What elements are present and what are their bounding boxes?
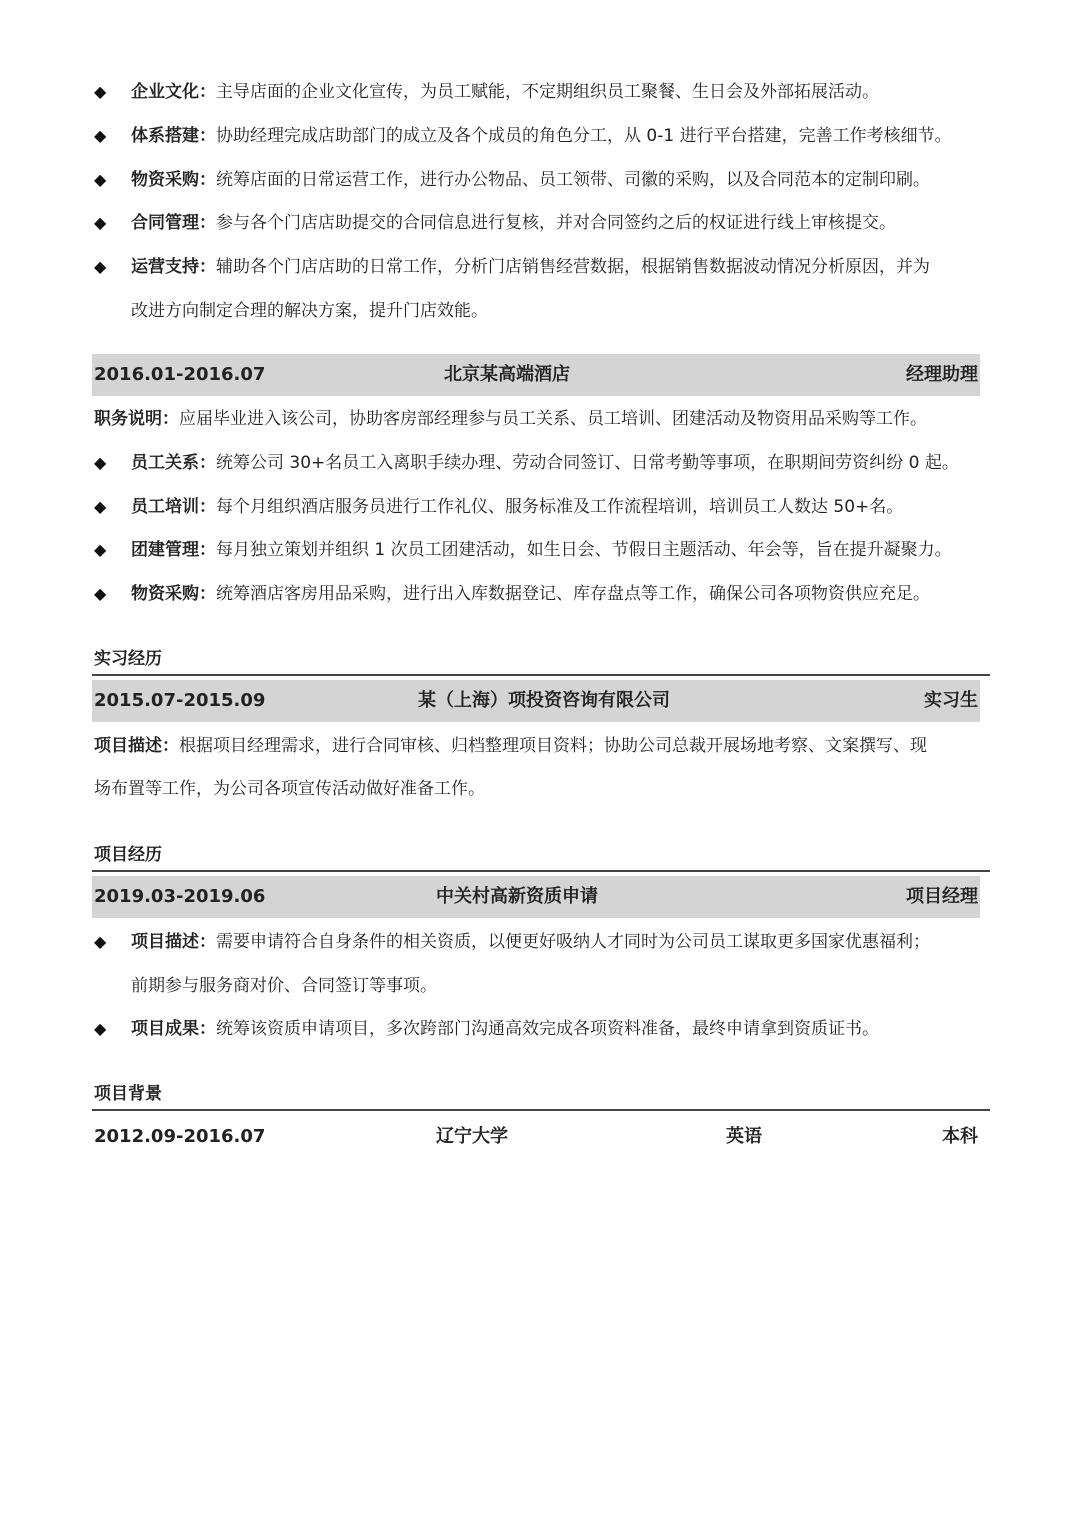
section-divider xyxy=(92,1109,990,1111)
internship-desc-label: 项目描述： xyxy=(94,736,179,756)
section-divider xyxy=(92,870,990,872)
education-period: 2012.09-2016.07 xyxy=(94,1126,266,1147)
job-header-bar xyxy=(92,354,980,396)
diamond-bullet-icon: ◆ xyxy=(94,540,107,559)
bullet-label: 物资采购： xyxy=(131,170,216,190)
project-role: 项目经理 xyxy=(906,886,978,907)
bullet-text: 统筹公司 30+名员工入离职手续办理、劳动合同签订、日常考勤等事项，在职期间劳资纠纷 0 起。 xyxy=(216,453,959,473)
diamond-bullet-icon: ◆ xyxy=(94,584,107,603)
job-role: 经理助理 xyxy=(906,364,978,385)
education-degree: 本科 xyxy=(942,1126,978,1147)
bullet-text: 主导店面的企业文化宣传，为员工赋能，不定期组织员工聚餐、生日会及外部拓展活动。 xyxy=(216,82,879,102)
bullet-label: 合同管理： xyxy=(131,213,216,233)
internship-description-cont: 场布置等工作，为公司各项宣传活动做好准备工作。 xyxy=(94,779,485,799)
diamond-bullet-icon: ◆ xyxy=(94,453,107,472)
bullet-label: 运营支持： xyxy=(131,257,216,277)
internship-company: 某（上海）项投资咨询有限公司 xyxy=(418,690,670,711)
duty-description xyxy=(94,397,994,441)
bullet-text: 统筹店面的日常运营工作，进行办公物品、员工领带、司徽的采购，以及合同范本的定制印刷。 xyxy=(216,170,930,190)
bullet-text: 每月独立策划并组织 1 次员工团建活动，如生日会、节假日主题活动、年会等，旨在提升凝聚力。 xyxy=(216,540,952,560)
diamond-bullet-icon: ◆ xyxy=(94,213,107,232)
section-title-project: 项目经历 xyxy=(94,845,162,865)
bullet-label: 项目成果： xyxy=(131,1019,216,1039)
bullet-label: 企业文化： xyxy=(131,82,216,102)
section-title-education: 项目背景 xyxy=(94,1084,162,1104)
bullet-text: 辅助各个门店店助的日常工作，分析门店销售经营数据，根据销售数据波动情况分析原因，并为 xyxy=(216,257,930,277)
bullet-text: 统筹酒店客房用品采购，进行出入库数据登记、库存盘点等工作，确保公司各项物资供应充足。 xyxy=(216,584,930,604)
bullet-text: 每个月组织酒店服务员进行工作礼仪、服务标准及工作流程培训，培训员工人数达 50+名。 xyxy=(216,497,904,517)
bullet-label: 员工培训： xyxy=(131,497,216,517)
internship-header-bar xyxy=(92,680,980,722)
internship-description xyxy=(94,724,994,768)
bullet-label: 项目描述： xyxy=(131,932,216,952)
duty-text: 应届毕业进入该公司，协助客房部经理参与员工关系、员工培训、团建活动及物资用品采购等工作。 xyxy=(179,409,927,429)
diamond-bullet-icon: ◆ xyxy=(94,497,107,516)
job-period: 2016.01-2016.07 xyxy=(94,364,266,385)
project-header-bar xyxy=(92,876,980,918)
duty-label: 职务说明： xyxy=(94,409,179,429)
bullet-text: 参与各个门店店助提交的合同信息进行复核，并对合同签约之后的权证进行线上审核提交。 xyxy=(216,213,896,233)
project-period: 2019.03-2019.06 xyxy=(94,886,266,907)
education-major: 英语 xyxy=(726,1126,762,1147)
bullet-continuation: 前期参与服务商对价、合同签订等事项。 xyxy=(131,976,437,996)
bullet-label: 团建管理： xyxy=(131,540,216,560)
internship-role: 实习生 xyxy=(924,690,978,711)
project-name: 中关村高新资质申请 xyxy=(436,886,598,907)
internship-period: 2015.07-2015.09 xyxy=(94,690,266,711)
bullet-label: 物资采购： xyxy=(131,584,216,604)
bullet-text: 统筹该资质申请项目，多次跨部门沟通高效完成各项资料准备，最终申请拿到资质证书。 xyxy=(216,1019,879,1039)
diamond-bullet-icon: ◆ xyxy=(94,257,107,276)
section-divider xyxy=(92,674,990,676)
education-row xyxy=(92,1116,980,1158)
bullet-text: 协助经理完成店助部门的成立及各个成员的角色分工，从 0-1 进行平台搭建，完善工作考核细节。 xyxy=(216,126,952,146)
bullet-continuation: 改进方向制定合理的解决方案，提升门店效能。 xyxy=(131,301,488,321)
internship-desc-text: 根据项目经理需求，进行合同审核、归档整理项目资料；协助公司总裁开展场地考察、文案撰写、现 xyxy=(179,736,927,756)
bullet-label: 员工关系： xyxy=(131,453,216,473)
diamond-bullet-icon: ◆ xyxy=(94,170,107,189)
diamond-bullet-icon: ◆ xyxy=(94,82,107,101)
diamond-bullet-icon: ◆ xyxy=(94,932,107,951)
diamond-bullet-icon: ◆ xyxy=(94,126,107,145)
education-school: 辽宁大学 xyxy=(436,1126,508,1147)
bullet-label: 体系搭建： xyxy=(131,126,216,146)
job-company: 北京某高端酒店 xyxy=(444,364,570,385)
diamond-bullet-icon: ◆ xyxy=(94,1019,107,1038)
section-title-internship: 实习经历 xyxy=(94,649,162,669)
bullet-text: 需要申请符合自身条件的相关资质，以便更好吸纳人才同时为公司员工谋取更多国家优惠福利； xyxy=(216,932,930,952)
